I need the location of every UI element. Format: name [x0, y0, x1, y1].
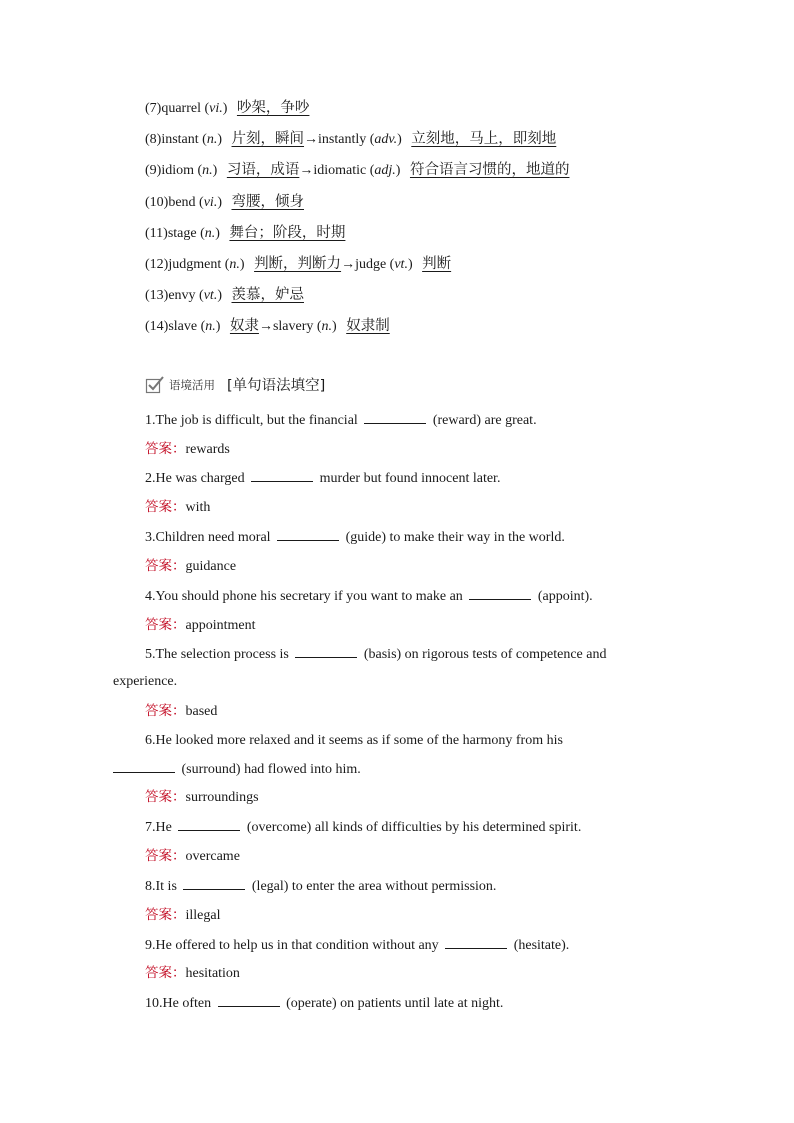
vocab-derived-word: judge: [355, 257, 387, 272]
question-text: (guide) to make their way in the world.: [342, 530, 565, 545]
vocab-meaning: 习语，成语: [226, 162, 300, 178]
question-line: [145, 732, 563, 750]
vocab-meaning: 弯腰，倾身: [231, 194, 304, 210]
vocab-number: (14): [145, 319, 169, 334]
vocab-item: (13)envy (vt.) 羡慕，妒忌: [145, 287, 304, 303]
question-text: 1.The job is difficult, but the financial: [145, 413, 362, 428]
vocab-derived-pos: vt.: [394, 257, 408, 272]
question-line: [145, 587, 593, 606]
answer-label: 答案：: [145, 703, 186, 719]
question-text: (basis) on rigorous tests of competence and: [360, 647, 607, 662]
vocab-word: instant: [161, 132, 199, 147]
answer-line: [145, 498, 210, 517]
answer-label: 答案：: [145, 617, 186, 633]
question-text: experience.: [113, 674, 178, 689]
answer-text: illegal: [185, 908, 221, 923]
vocab-derived-word: slavery: [272, 319, 314, 334]
answer-text: surroundings: [185, 790, 259, 805]
answer-text: with: [185, 500, 211, 515]
answer-blank[interactable]: [218, 994, 280, 1007]
answer-text: hesitation: [185, 966, 240, 981]
answer-label: 答案：: [145, 789, 186, 805]
vocab-item: (9)idiom (n.) 习语，成语→idiomatic (adj.) 符合语言习惯的，地道的: [145, 162, 570, 178]
answer-text: rewards: [185, 442, 230, 457]
vocab-pos: vt.: [203, 288, 218, 303]
section-tag: 语境活用: [169, 377, 215, 392]
question-text: 5.The selection process is: [145, 647, 293, 662]
question-line: [145, 645, 606, 664]
answer-line: [145, 906, 221, 925]
answer-label: 答案：: [145, 907, 186, 923]
vocab-number: (13): [145, 288, 169, 303]
question-text: (legal) to enter the area without permission.: [248, 879, 497, 894]
answer-blank[interactable]: [113, 760, 175, 773]
answer-label: 答案：: [145, 499, 186, 515]
vocab-meaning: 羡慕，妒忌: [231, 287, 304, 303]
question-text: 3.Children need moral: [145, 530, 275, 545]
answer-line: [145, 557, 236, 576]
question-line: [145, 818, 581, 837]
section-title: [单句语法填空]: [227, 378, 326, 394]
question-text: (appoint).: [534, 589, 593, 604]
vocab-pos: n.: [229, 257, 240, 272]
vocab-item: (12)judgment (n.) 判断，判断力→judge (vt.) 判断: [145, 256, 452, 272]
answer-blank[interactable]: [251, 469, 313, 482]
answer-line: [145, 616, 256, 635]
vocab-word: bend: [168, 195, 196, 210]
vocab-derived-meaning: 符合语言习惯的，地道的: [409, 162, 570, 178]
vocab-pos: vi.: [209, 101, 223, 116]
answer-text: appointment: [185, 618, 256, 633]
answer-blank[interactable]: [178, 818, 240, 831]
answer-line: [145, 964, 240, 983]
vocab-word: slave: [168, 319, 198, 334]
vocab-derived-pos: n.: [321, 319, 333, 334]
answer-line: [145, 847, 240, 866]
checkbox-check-icon: [145, 375, 165, 395]
question-text: (surround) had flowed into him.: [178, 762, 361, 777]
question-text: 10.He often: [145, 996, 215, 1011]
question-text: (overcome) all kinds of difficulties by his determined spirit.: [243, 820, 582, 835]
answer-line: [145, 440, 230, 459]
question-text: (operate) on patients until late at night.: [282, 996, 504, 1011]
answer-blank[interactable]: [295, 645, 357, 658]
answer-text: guidance: [185, 559, 237, 574]
answer-text: overcame: [185, 849, 240, 864]
vocab-derived-meaning: 奴隶制: [346, 318, 390, 334]
vocab-word: quarrel: [161, 101, 201, 116]
vocab-meaning: 判断，判断力: [254, 256, 342, 272]
vocab-number: (12): [145, 257, 169, 272]
answer-line: [145, 702, 217, 721]
answer-text: based: [185, 704, 218, 719]
answer-blank[interactable]: [364, 411, 426, 424]
arrow-icon: →: [341, 257, 356, 272]
question-line: [145, 877, 496, 896]
vocab-item: (7)quarrel (vi.) 吵架，争吵: [145, 100, 310, 116]
vocab-meaning: 舞台；阶段，时期: [229, 225, 346, 241]
vocab-derived-meaning: 判断: [422, 256, 452, 272]
vocab-meaning: 片刻，瞬间: [231, 131, 305, 147]
question-text: 7.He: [145, 820, 176, 835]
question-text: 6.He looked more relaxed and it seems as if some of the harmony from his: [145, 733, 563, 748]
question-line: [145, 994, 503, 1013]
vocab-item: (14)slave (n.) 奴隶→slavery (n.) 奴隶制: [145, 318, 390, 334]
arrow-icon: →: [299, 163, 314, 178]
vocab-pos: n.: [206, 132, 218, 147]
vocab-item: (11)stage (n.) 舞台；阶段，时期: [145, 225, 346, 241]
answer-blank[interactable]: [277, 528, 339, 541]
answer-label: 答案：: [145, 558, 186, 574]
question-line: [113, 673, 177, 691]
vocab-meaning: 吵架，争吵: [236, 100, 310, 116]
answer-blank[interactable]: [183, 877, 245, 890]
question-line: [145, 469, 500, 488]
answer-blank[interactable]: [445, 936, 507, 949]
vocab-item: (10)bend (vi.) 弯腰，倾身: [145, 194, 304, 210]
vocab-number: (8): [145, 132, 162, 147]
vocab-number: (7): [145, 101, 162, 116]
vocab-item: (8)instant (n.) 片刻，瞬间→instantly (adv.) 立刻地，马上，即刻地: [145, 131, 557, 147]
answer-label: 答案：: [145, 441, 186, 457]
vocab-pos: n.: [205, 319, 216, 334]
vocab-meaning: 奴隶: [229, 318, 259, 334]
vocab-derived-word: idiomatic: [313, 163, 367, 178]
vocab-word: envy: [168, 288, 196, 303]
question-text: 8.It is: [145, 879, 181, 894]
question-text: murder but found innocent later.: [316, 471, 501, 486]
answer-line: [145, 788, 259, 807]
arrow-icon: →: [304, 132, 319, 147]
question-line: [145, 936, 569, 955]
vocab-derived-pos: adv.: [374, 132, 398, 147]
vocab-pos: vi.: [203, 195, 218, 210]
question-text: 2.He was charged: [145, 471, 249, 486]
vocab-number: (11): [145, 226, 168, 241]
question-text: 9.He offered to help us in that condition without any: [145, 938, 443, 953]
question-text: (reward) are great.: [429, 413, 537, 428]
vocab-word: idiom: [161, 163, 194, 178]
vocab-derived-pos: adj.: [374, 163, 396, 178]
vocab-pos: n.: [202, 163, 213, 178]
answer-blank[interactable]: [469, 587, 531, 600]
answer-label: 答案：: [145, 965, 186, 981]
question-line: [145, 528, 565, 547]
question-text: 4.You should phone his secretary if you want to make an: [145, 589, 467, 604]
vocab-word: stage: [167, 226, 197, 241]
arrow-icon: →: [258, 319, 273, 334]
vocab-derived-meaning: 立刻地，马上，即刻地: [411, 131, 557, 147]
question-line: [113, 760, 361, 779]
vocab-word: judgment: [168, 257, 222, 272]
section-header: [145, 374, 325, 395]
question-line: [145, 411, 537, 430]
vocab-number: (10): [145, 195, 169, 210]
vocab-pos: n.: [204, 226, 216, 241]
answer-label: 答案：: [145, 848, 186, 864]
vocab-derived-word: instantly: [318, 132, 367, 147]
vocab-number: (9): [145, 163, 162, 178]
question-text: (hesitate).: [510, 938, 570, 953]
